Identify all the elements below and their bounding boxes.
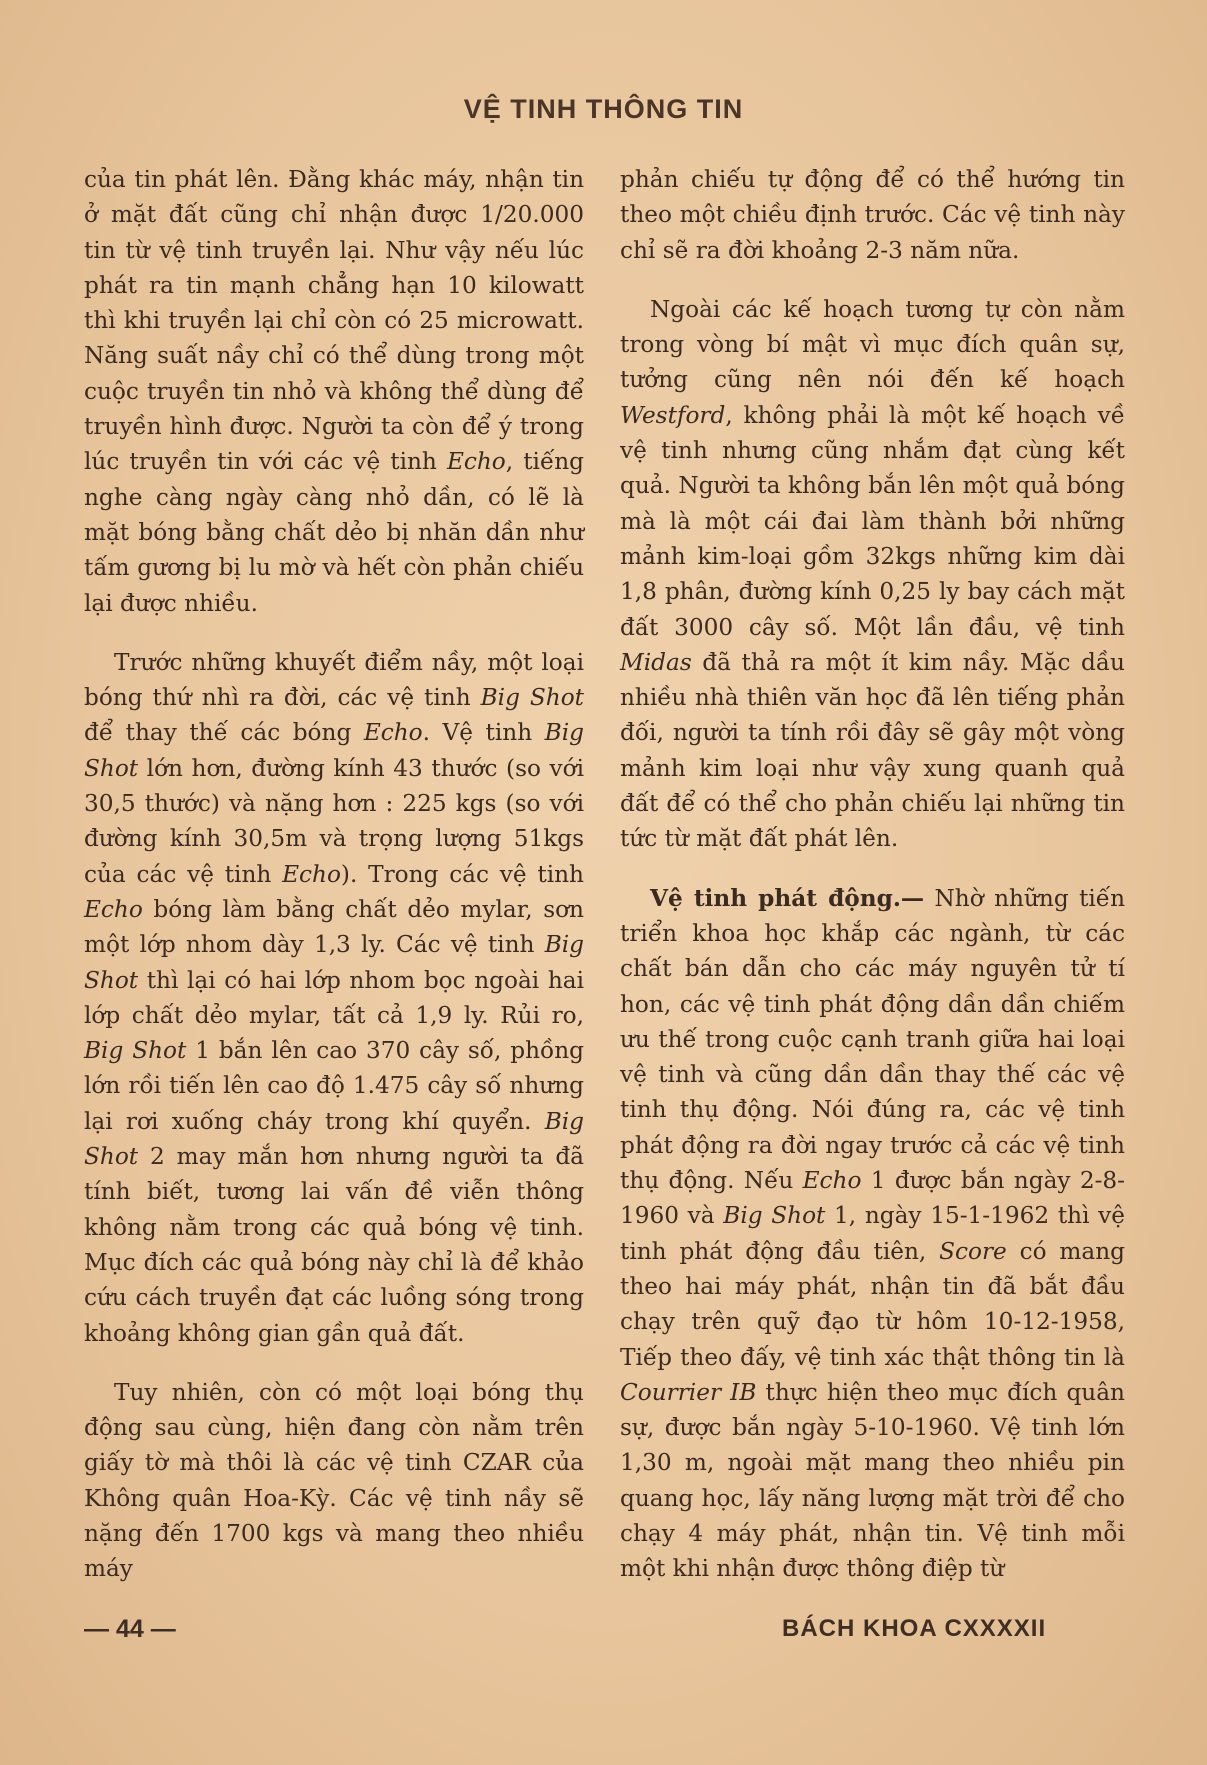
left-column — [84, 162, 584, 1611]
paragraph: Vệ tinh phát động.— Nhờ những tiến triển khoa học khắp các ngành, từ các chất bán dẫn cho các máy nguyên tử tí hon, các vệ tinh phát động dần dần chiếm ưu thế trong cuộc cạnh tranh giữa hai loại vệ tinh và cũng dần dần thay thế các vệ tinh thụ động. Nói đúng ra, các vệ tinh phát động ra đời ngay trước cả các vệ tinh thụ động. Nếu Echo 1 được bắn ngày 2-8-1960 và Big Shot 1, ngày 15-1-1962 thì vệ tinh phát động đầu tiên, Score có mang theo hai máy phát, nhận tin đã bắt đầu chạy trên quỹ đạo từ hôm 10-12-1958, Tiếp theo đấy, vệ tinh xác thật thông tin là Courrier IB thực hiện theo mục đích quân sự, được bắn ngày 5-10-1960. Vệ tinh lớn 1,30 m, ngoài mặt mang theo nhiều pin quang học, lấy năng lượng mặt trời để cho chạy 4 máy phát, nhận tin. Vệ tinh mỗi một khi nhận được thông điệp từ — [620, 884, 1126, 1583]
page-number: — 44 — — [84, 1615, 176, 1643]
paragraph: Trước những khuyết điểm nầy, một loại bóng thứ nhì ra đời, các vệ tinh Big Shot để thay thế các bóng Echo. Vệ tinh Big Shot lớn hơn, đường kính 43 thước (so với 30,5 thước) và nặng hơn : 225 kgs (so với đường kính 30,5m và trọng lượng 51kgs của các vệ tinh Echo). Trong các vệ tinh Echo bóng làm bằng chất dẻo mylar, sơn một lớp nhom dày 1,3 ly. Các vệ tinh Big Shot thì lại có hai lớp nhom bọc ngoài hai lớp chất dẻo mylar, tất cả 1,9 ly. Rủi ro, Big Shot 1 bắn lên cao 370 cây số, phồng lớn rồi tiến lên cao độ 1.475 cây số nhưng lại rơi xuống cháy trong khí quyển. Big Shot 2 may mắn hơn nhưng người ta đã tính biết, tương lai vấn đề viễn thông không nằm trong các quả bóng vệ tinh. Mục đích các quả bóng này chỉ là để khảo cứu cách truyền đạt các luồng sóng trong khoảng không gian gần quả đất. — [84, 648, 584, 1347]
running-header: VỆ TINH THÔNG TIN — [463, 94, 744, 124]
paragraph: Tuy nhiên, còn có một loại bóng thụ động sau cùng, hiện đang còn nằm trên giấy tờ mà thôi là các vệ tinh CZAR của Không quân Hoa-Kỳ. Các vệ tinh nầy sẽ nặng đến 1700 kgs và mang theo nhiều máy — [84, 1378, 584, 1583]
paragraph: Ngoài các kế hoạch tương tự còn nằm trong vòng bí mật vì mục đích quân sự, tưởng cũng nên nói đến kế hoạch Westford, không phải là một kế hoạch về vệ tinh nhưng cũng nhắm đạt cùng kết quả. Người ta không bắn lên một quả bóng mà là một cái đai làm thành bởi những mảnh kim-loại gồm 32kgs những kim dài 1,8 phân, đường kính 0,25 ly bay cách mặt đất 3000 cây số. Một lần đầu, vệ tinh Midas đã thả ra một ít kim nầy. Mặc dầu nhiều nhà thiên văn học đã lên tiếng phản đối, người ta tính rồi đây sẽ gây một vòng mảnh kim loại như vậy xung quanh quả đất để có thể cho phản chiếu lại những tin tức từ mặt đất phát lên. — [620, 295, 1125, 853]
paragraph: phản chiếu tự động để có thể hướng tin theo một chiều định trước. Các vệ tinh này chỉ sẽ ra đời khoảng 2-3 năm nữa. — [620, 166, 1125, 264]
paragraph: của tin phát lên. Đằng khác máy, nhận tin ở mặt đất cũng chỉ nhận được 1/20.000 tin từ vệ tinh truyền lại. Như vậy nếu lúc phát ra tin mạnh chẳng hạn 10 kilowatt thì khi truyền lại chỉ còn có 25 microwatt. Năng suất nầy chỉ có thể dùng trong một cuộc truyền tin nhỏ và không thể dùng để truyền hình được. Người ta còn để ý trong lúc truyền tin với các vệ tinh Echo, tiếng nghe càng ngày càng nhỏ dần, có lẽ là mặt bóng bằng chất dẻo bị nhăn dần như tấm gương bị lu mờ và hết còn phản chiếu lại được nhiều. — [84, 166, 584, 617]
magazine-issue: BÁCH KHOA CXXXXII — [782, 1615, 1047, 1642]
right-column — [620, 162, 1125, 1611]
section-subheading: Vệ tinh phát động.— — [650, 884, 925, 912]
